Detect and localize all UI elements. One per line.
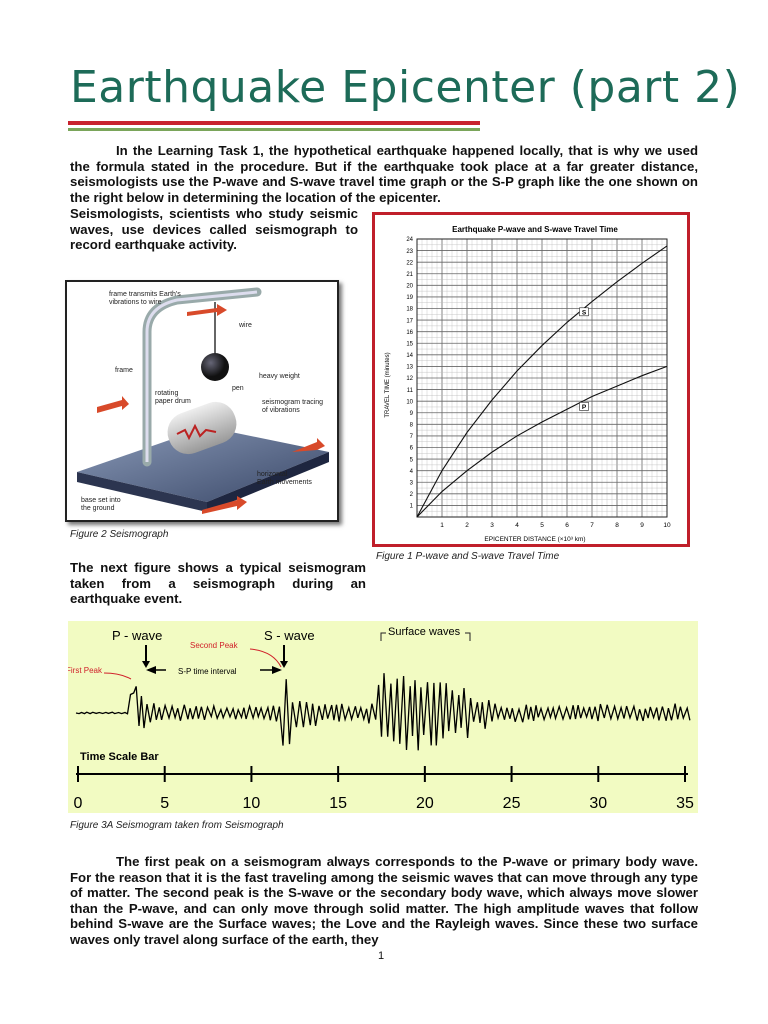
time-scale-tick-label: 5 (160, 795, 170, 812)
chart-y-tick-label: 22 (406, 260, 413, 267)
chart-series-s-label: S (581, 309, 587, 317)
chart-y-tick-label: 18 (406, 306, 413, 313)
chart-x-tick-label: 8 (615, 522, 619, 529)
chart-y-tick-label: 17 (406, 318, 413, 325)
figure3a-caption: Figure 3A Seismogram taken from Seismograph (70, 820, 284, 831)
chart-y-tick-label: 6 (409, 445, 413, 452)
time-scale-tick-label: 0 (73, 795, 83, 812)
time-scale-tick-label: 10 (242, 795, 261, 812)
label-base-1: base set into (81, 497, 121, 504)
intro-paragraph-text: In the Learning Task 1, the hypothetical earthquake happened locally, that is why we used the formula stated in the procedure. But if the earthquake took place at a far greater distance, seismologists use the P-wave and S-wave travel time graph or the S-P graph like the one shown on the right below in determining the location of the epicenter. (70, 143, 698, 205)
label-frame: frame (115, 367, 133, 374)
seismogram-intro-paragraph: The next figure shows a typical seismogram taken from a seismograph during an earthquake event. (70, 560, 366, 607)
time-scale-tick-label: 30 (589, 795, 608, 812)
label-rotating-2: paper drum (155, 398, 191, 405)
chart-y-tick-label: 4 (409, 468, 413, 475)
seismogram-figure (68, 621, 698, 813)
time-scale-tick-label: 25 (502, 795, 521, 812)
chart-y-tick-label: 14 (406, 353, 413, 360)
chart-y-tick-label: 19 (406, 295, 413, 302)
chart-y-tick-label: 11 (406, 387, 413, 394)
chart-y-tick-label: 24 (406, 237, 413, 244)
label-tracing-2: of vibrations (262, 407, 300, 414)
page-title: Earthquake Epicenter (part 2) (70, 62, 741, 113)
chart-y-tick-label: 21 (406, 271, 413, 278)
seismogram-trace (76, 673, 690, 750)
intro-paragraph (70, 143, 698, 205)
page-number: 1 (378, 950, 385, 962)
chart-x-tick-label: 9 (640, 522, 644, 529)
chart-y-tick-label: 10 (406, 399, 413, 406)
chart-y-tick-label: 23 (406, 248, 413, 255)
chart-y-tick-label: 20 (406, 283, 413, 290)
chart-y-label: TRAVEL TIME (minutes) (385, 352, 391, 418)
label-second-peak: Second Peak (190, 641, 238, 650)
figure1-caption: Figure 1 P-wave and S-wave Travel Time (376, 551, 560, 562)
seismologists-paragraph: Seismologists, scientists who study seismic waves, use devices called seismograph to record earthquake activity. (70, 206, 358, 253)
chart-y-tick-label: 2 (409, 492, 413, 499)
chart-y-tick-label: 1 (409, 503, 413, 510)
label-tracing-1: seismogram tracing (262, 399, 324, 406)
heavy-weight-shape (201, 353, 229, 381)
label-frame-transmits-1: frame transmits Earth's (109, 291, 181, 298)
chart-x-tick-label: 5 (540, 522, 544, 529)
chart-y-tick-label: 9 (409, 410, 413, 417)
chart-x-tick-label: 3 (490, 522, 494, 529)
chart-x-tick-label: 2 (465, 522, 469, 529)
chart-x-tick-label: 10 (663, 522, 671, 529)
chart-y-tick-label: 7 (409, 434, 413, 441)
chart-series-p-label: P (581, 403, 587, 411)
seismograph-figure (65, 280, 339, 522)
label-time-scale-bar: Time Scale Bar (80, 751, 159, 763)
label-sp-interval: S-P time interval (178, 667, 237, 676)
label-frame-transmits-2: vibrations to wire (109, 299, 162, 306)
label-s-wave: S - wave (264, 628, 315, 643)
chart-y-tick-label: 8 (409, 422, 413, 429)
wave-description-text: The first peak on a seismogram always corresponds to the P-wave or primary body wave. For the reason that it is the fast traveling among the seismic waves that can move through any type of matter. The second peak is the S-wave or the secondary body wave, which always move slower than the P-wave, and can only move through solid matter. The high amplitude waves that follow behind S-wave are the Surface waves; the Love and the Rayleigh waves. Since these two surface waves only travel along surface of the earth, they (70, 854, 698, 947)
label-base-2: the ground (81, 505, 115, 512)
label-horizontal-2: Earth movements (257, 479, 312, 486)
chart-y-tick-label: 16 (406, 329, 413, 336)
time-scale-tick-label: 35 (676, 795, 694, 812)
figure2-caption: Figure 2 Seismograph (70, 529, 169, 540)
chart-x-tick-label: 1 (440, 522, 444, 529)
chart-y-tick-label: 12 (406, 376, 413, 383)
chart-y-tick-label: 13 (406, 364, 413, 371)
chart-y-tick-label: 15 (406, 341, 413, 348)
label-heavy-weight: heavy weight (259, 373, 300, 380)
label-horizontal-1: horizontal (257, 471, 288, 478)
chart-x-label: EPICENTER DISTANCE (×10³ km) (484, 536, 586, 543)
label-surface-waves: Surface waves (388, 626, 461, 638)
wave-description-paragraph (70, 854, 698, 948)
chart-y-tick-label: 3 (409, 480, 413, 487)
label-rotating-1: rotating (155, 390, 179, 397)
chart-title: Earthquake P-wave and S-wave Travel Time (452, 225, 618, 234)
title-underline-red (68, 121, 480, 125)
title-underline-green (68, 128, 480, 131)
chart-x-tick-label: 4 (515, 522, 519, 529)
chart-x-tick-label: 7 (590, 522, 594, 529)
time-scale-tick-label: 15 (329, 795, 348, 812)
travel-time-chart-svg (375, 215, 687, 544)
chart-x-tick-label: 6 (565, 522, 569, 529)
time-scale-tick-label: 20 (415, 795, 434, 812)
label-first-peak: First Peak (68, 666, 103, 675)
chart-y-tick-label: 5 (409, 457, 413, 464)
label-wire: wire (239, 322, 252, 329)
travel-time-chart (372, 212, 690, 547)
label-p-wave: P - wave (112, 628, 163, 643)
label-pen: pen (232, 385, 244, 392)
